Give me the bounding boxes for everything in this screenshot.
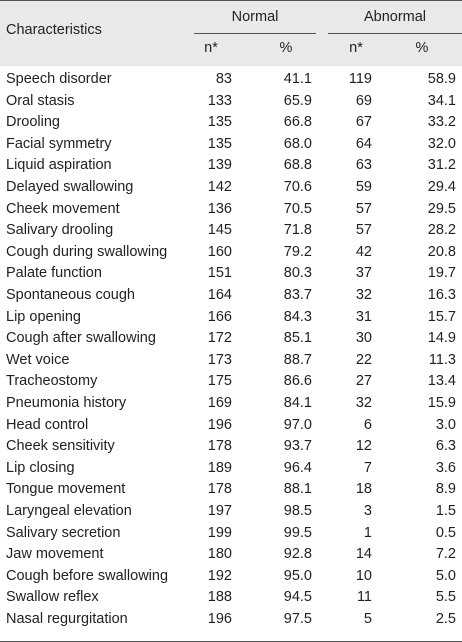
row-characteristic: Facial symmetry — [6, 135, 112, 152]
row-normal-pct: 99.5 — [283, 524, 312, 541]
row-characteristic: Swallow reflex — [6, 589, 99, 606]
header-abnormal-n: n* — [349, 40, 363, 56]
row-abnormal-n: 3 — [363, 503, 372, 519]
header-normal-n: n* — [204, 40, 218, 56]
row-abnormal-n: 22 — [355, 351, 372, 368]
row-abnormal-n: 37 — [355, 265, 372, 282]
row-abnormal-n: 119 — [348, 71, 372, 87]
row-abnormal-pct: 15.7 — [427, 308, 456, 325]
row-abnormal-pct: 6.3 — [435, 438, 456, 455]
row-abnormal-pct: 2.5 — [435, 611, 456, 627]
header-abnormal-pct: % — [415, 40, 429, 56]
row-abnormal-pct: 5.0 — [435, 567, 456, 584]
row-abnormal-n: 32 — [355, 287, 372, 303]
abnormal-group-rule — [328, 33, 462, 34]
row-abnormal-n: 69 — [355, 92, 372, 109]
table-row — [0, 178, 462, 200]
row-normal-pct: 70.5 — [283, 200, 312, 217]
table-row — [0, 92, 462, 114]
row-normal-n: 189 — [207, 459, 232, 476]
row-normal-n: 197 — [207, 503, 232, 519]
row-characteristic: Cough before swallowing — [6, 567, 169, 584]
row-abnormal-pct: 7.2 — [435, 546, 456, 563]
row-characteristic: Spontaneous cough — [6, 287, 135, 303]
row-normal-n: 178 — [207, 481, 232, 498]
row-normal-pct: 41.1 — [283, 71, 312, 87]
row-abnormal-n: 14 — [355, 546, 372, 563]
row-abnormal-n: 32 — [355, 395, 372, 411]
row-abnormal-pct: 15.9 — [427, 395, 456, 411]
row-normal-pct: 98.5 — [283, 503, 312, 519]
row-abnormal-n: 5 — [363, 611, 372, 627]
row-normal-pct: 97.5 — [283, 611, 312, 627]
row-normal-pct: 97.0 — [283, 416, 312, 433]
row-abnormal-n: 27 — [355, 373, 372, 390]
row-normal-pct: 85.1 — [283, 330, 312, 347]
row-normal-n: 135 — [207, 114, 232, 131]
row-normal-n: 169 — [207, 395, 232, 411]
row-abnormal-n: 63 — [355, 157, 372, 174]
table-row — [0, 308, 462, 330]
row-characteristic: Pneumonia history — [6, 395, 127, 411]
table-row — [0, 588, 462, 610]
row-abnormal-n: 1 — [363, 524, 372, 541]
row-abnormal-pct: 14.9 — [427, 330, 456, 347]
row-normal-pct: 66.8 — [283, 114, 312, 131]
row-normal-n: 196 — [207, 416, 232, 433]
row-normal-n: 166 — [207, 308, 232, 325]
row-normal-n: 133 — [207, 92, 232, 109]
row-abnormal-pct: 34.1 — [427, 92, 456, 109]
row-abnormal-pct: 11.3 — [428, 351, 456, 368]
table-row — [0, 200, 462, 222]
header-abnormal: Abnormal — [363, 9, 427, 25]
row-characteristic: Head control — [6, 416, 89, 433]
row-characteristic: Palate function — [6, 265, 102, 282]
row-normal-n: 136 — [207, 200, 232, 217]
row-abnormal-pct: 0.5 — [435, 524, 456, 541]
table-row — [0, 70, 462, 92]
row-normal-n: 145 — [207, 222, 232, 239]
row-abnormal-n: 57 — [355, 222, 372, 239]
row-characteristic: Wet voice — [6, 351, 70, 368]
table-row — [0, 351, 462, 373]
table-row — [0, 394, 462, 416]
row-characteristic: Oral stasis — [6, 92, 75, 109]
row-abnormal-n: 59 — [355, 179, 372, 195]
row-abnormal-n: 67 — [355, 114, 372, 131]
row-abnormal-pct: 8.9 — [435, 481, 456, 498]
row-characteristic: Drooling — [6, 114, 60, 131]
row-normal-pct: 65.9 — [283, 92, 312, 109]
row-characteristic: Tongue movement — [6, 481, 126, 498]
row-characteristic: Tracheostomy — [6, 373, 98, 390]
row-abnormal-pct: 5.5 — [435, 589, 456, 606]
row-normal-pct: 79.2 — [283, 243, 312, 260]
table-row — [0, 416, 462, 438]
row-characteristic: Nasal regurgitation — [6, 611, 128, 627]
row-normal-n: 180 — [207, 546, 232, 563]
row-normal-pct: 68.0 — [283, 135, 312, 152]
row-normal-pct: 80.3 — [283, 265, 312, 282]
row-abnormal-n: 64 — [355, 135, 372, 152]
table-row — [0, 459, 462, 481]
table-row — [0, 502, 462, 524]
row-normal-pct: 88.7 — [283, 351, 312, 368]
row-normal-n: 188 — [207, 589, 232, 606]
table-row — [0, 372, 462, 394]
row-normal-n: 142 — [207, 179, 232, 195]
table-row — [0, 567, 462, 589]
row-characteristic: Cough during swallowing — [6, 243, 168, 260]
table-row — [0, 610, 462, 632]
row-normal-pct: 95.0 — [283, 567, 312, 584]
row-normal-n: 173 — [207, 351, 232, 368]
row-normal-pct: 83.7 — [283, 287, 312, 303]
table-row — [0, 437, 462, 459]
row-normal-pct: 93.7 — [283, 438, 312, 455]
row-normal-pct: 96.4 — [283, 459, 312, 476]
row-abnormal-n: 12 — [355, 438, 372, 455]
row-abnormal-n: 30 — [355, 330, 372, 347]
row-abnormal-pct: 20.8 — [427, 243, 456, 260]
table-row — [0, 156, 462, 178]
row-abnormal-pct: 29.4 — [427, 179, 456, 195]
row-abnormal-pct: 29.5 — [427, 200, 456, 217]
row-normal-pct: 88.1 — [283, 481, 312, 498]
table-row — [0, 545, 462, 567]
row-characteristic: Cheek sensitivity — [6, 438, 115, 455]
row-abnormal-pct: 16.3 — [427, 287, 456, 303]
row-abnormal-pct: 13.4 — [427, 373, 456, 390]
row-normal-pct: 71.8 — [283, 222, 312, 239]
row-abnormal-pct: 3.0 — [435, 416, 456, 433]
row-normal-n: 160 — [207, 243, 232, 260]
header-normal-pct: % — [279, 40, 293, 56]
row-abnormal-n: 6 — [363, 416, 372, 433]
row-characteristic: Lip opening — [6, 308, 81, 325]
row-normal-n: 139 — [207, 157, 232, 174]
top-rule — [0, 0, 462, 1]
row-normal-n: 172 — [207, 330, 232, 347]
row-abnormal-pct: 3.6 — [435, 459, 456, 476]
row-abnormal-pct: 28.2 — [427, 222, 456, 239]
table-row — [0, 113, 462, 135]
table-row — [0, 264, 462, 286]
normal-group-rule — [194, 33, 316, 34]
table-row — [0, 221, 462, 243]
table-row — [0, 524, 462, 546]
row-normal-pct: 84.3 — [283, 308, 312, 325]
row-abnormal-n: 10 — [355, 567, 372, 584]
row-characteristic: Liquid aspiration — [6, 157, 112, 174]
row-characteristic: Laryngeal elevation — [6, 503, 132, 519]
row-abnormal-pct: 31.2 — [427, 157, 456, 174]
header-normal: Normal — [231, 9, 279, 25]
row-characteristic: Jaw movement — [6, 546, 104, 563]
row-abnormal-pct: 58.9 — [427, 71, 456, 87]
table-row — [0, 286, 462, 308]
row-normal-pct: 68.8 — [283, 157, 312, 174]
row-abnormal-pct: 33.2 — [427, 114, 456, 131]
row-normal-n: 151 — [207, 265, 232, 282]
header-characteristics: Characteristics — [6, 22, 102, 38]
row-normal-n: 135 — [207, 135, 232, 152]
table-row — [0, 329, 462, 351]
row-characteristic: Cough after swallowing — [6, 330, 156, 347]
row-normal-pct: 84.1 — [283, 395, 312, 411]
row-abnormal-n: 57 — [355, 200, 372, 217]
row-abnormal-n: 11 — [356, 589, 372, 606]
row-normal-pct: 94.5 — [283, 589, 312, 606]
row-characteristic: Salivary drooling — [6, 222, 114, 239]
row-abnormal-n: 7 — [363, 459, 372, 476]
row-characteristic: Salivary secretion — [6, 524, 121, 541]
row-abnormal-pct: 32.0 — [427, 135, 456, 152]
row-normal-pct: 70.6 — [283, 179, 312, 195]
row-normal-n: 175 — [207, 373, 232, 390]
table-row — [0, 135, 462, 157]
row-characteristic: Delayed swallowing — [6, 179, 134, 195]
table-row — [0, 480, 462, 502]
row-normal-n: 178 — [207, 438, 232, 455]
row-characteristic: Speech disorder — [6, 71, 112, 87]
row-abnormal-n: 31 — [355, 308, 372, 325]
row-normal-pct: 86.6 — [283, 373, 312, 390]
row-abnormal-pct: 19.7 — [427, 265, 456, 282]
row-normal-pct: 92.8 — [283, 546, 312, 563]
row-normal-n: 164 — [207, 287, 232, 303]
row-abnormal-n: 18 — [355, 481, 372, 498]
row-normal-n: 199 — [207, 524, 232, 541]
row-abnormal-pct: 1.5 — [435, 503, 456, 519]
row-normal-n: 83 — [215, 71, 232, 87]
row-abnormal-n: 42 — [355, 243, 372, 260]
row-characteristic: Lip closing — [6, 459, 75, 476]
row-normal-n: 196 — [207, 611, 232, 627]
table-row — [0, 243, 462, 265]
row-normal-n: 192 — [207, 567, 232, 584]
row-characteristic: Cheek movement — [6, 200, 120, 217]
